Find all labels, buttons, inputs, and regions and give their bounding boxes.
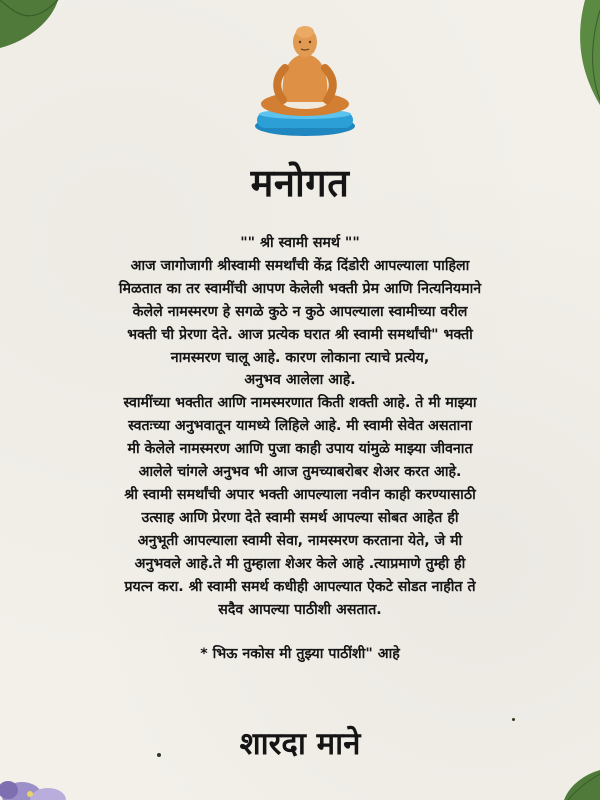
body-line: नामस्मरण चालू आहे. कारण लोकाना त्याचे प्रत्येय,	[170, 349, 430, 366]
closing-line: * भिऊ नकोस मी तुझ्या पाठींशी" आहे	[200, 646, 400, 663]
page-title: मनोगत	[250, 161, 350, 205]
decorative-dot	[512, 718, 515, 721]
body-line: "" श्री स्वामी समर्थ ""	[240, 235, 360, 251]
body-line: मी केलेले नामस्मरण आणि पुजा काही उपाय यांमुळे माझ्या जीवनात	[127, 441, 473, 458]
body-line: प्रयत्न करा. श्री स्वामी समर्थ कधीही आपल्यात ऐकटे सोडत नाहीत ते	[124, 578, 476, 595]
body-line: मिळतात का तर स्वामींची आपण केलेली भक्ती प्रेम आणि नित्यनियमाने	[118, 280, 482, 297]
body-line: श्री स्वामी समर्थांची अपार भक्ती आपल्याला नवीन काही करण्यासाठी	[124, 486, 476, 503]
body-line: अनुभूती आपल्याला स्वामी सेवा, नामस्मरण करताना येते, जे मी	[137, 532, 463, 549]
leaf-decoration-bottom-right-icon	[556, 766, 600, 800]
body-line: सदैव आपल्या पाठीशी असतात.	[218, 601, 382, 618]
decorative-dot	[157, 753, 161, 757]
author-signature: शारदा माने	[239, 726, 361, 762]
paragraph-gap	[60, 621, 540, 643]
body-line: आलेले चांगले अनुभव भी आज तुमच्याबरोबर शेअर करत आहे.	[138, 464, 462, 481]
body-line: स्वतःच्या अनुभवातून यामध्ये लिहिले आहे. मी स्वामी सेवेत असताना	[128, 418, 472, 435]
body-text	[60, 232, 540, 666]
body-line: भक्ती ची प्रेरणा देते. आज प्रत्येक घरात श्री स्वामी समर्थांची" भक्ती	[127, 326, 473, 343]
body-line: उत्साह आणि प्रेरणा देते स्वामी समर्थ आपल्या सोबत आहेत ही	[141, 509, 459, 526]
body-line: आज जागोजागी श्रीस्वामी समर्थांची केंद्र दिंडोरी आपल्याला पाहिला	[130, 257, 470, 274]
body-line: अनुभव आलेला आहे.	[244, 372, 356, 389]
body-line: अनुभवले आहे.ते मी तुम्हाला शेअर केले आहे .त्याप्रमाणे तुम्ही ही	[134, 555, 466, 572]
leaf-decoration-top-right-icon	[555, 0, 600, 110]
body-line: केलेले नामस्मरण हे सगळे कुठे न कुठे आपल्याला स्वामीच्या वरील	[132, 303, 468, 320]
flower-decoration-icon	[0, 760, 80, 800]
body-line: स्वामींच्या भक्तीत आणि नामस्मरणात किती शक्ती आहे. ते मी माझ्या	[123, 395, 477, 412]
swami-samarth-figure-icon	[253, 18, 357, 136]
leaf-decoration-top-left-icon	[0, 0, 70, 60]
